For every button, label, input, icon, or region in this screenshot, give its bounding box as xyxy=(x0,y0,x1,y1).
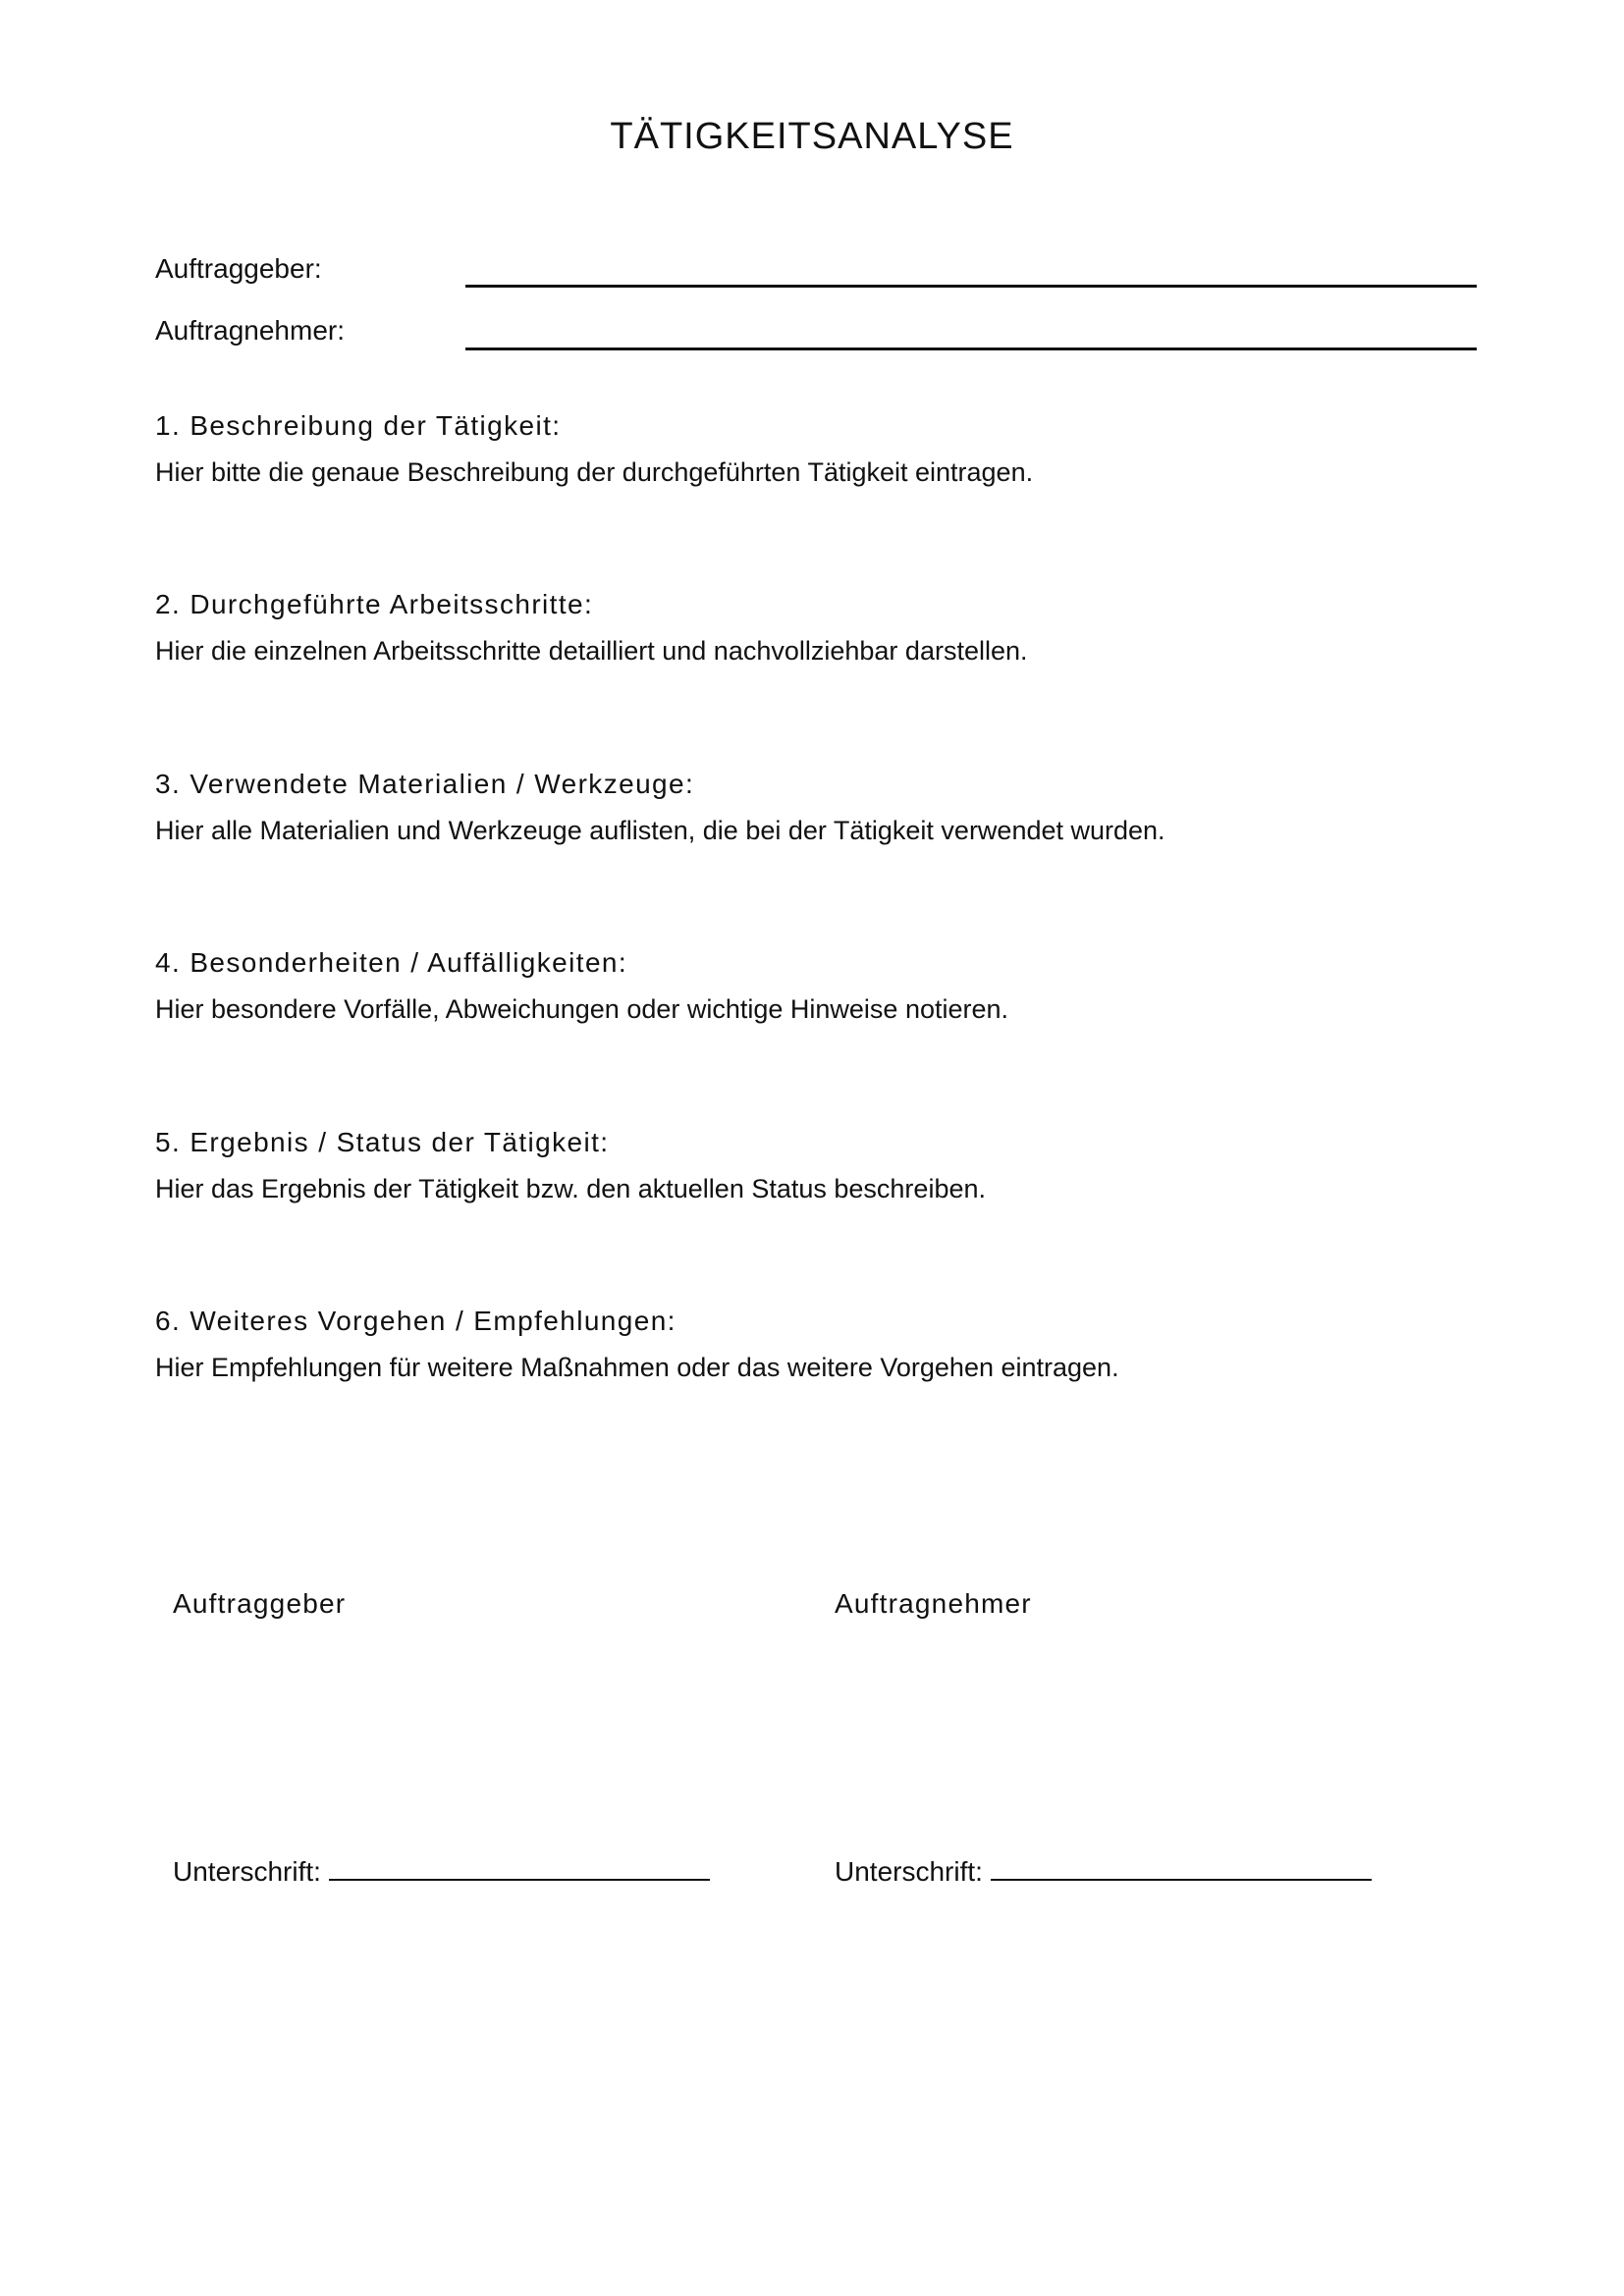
section-heading-4: 4. Besonderheiten / Auffälligkeiten: xyxy=(155,947,628,978)
contractor-signature-label: Unterschrift: xyxy=(835,1856,983,1887)
section-heading-1: 1. Beschreibung der Tätigkeit: xyxy=(155,410,562,441)
contractor-signature-field[interactable] xyxy=(991,1853,1372,1881)
contractor-signature-line xyxy=(835,1853,1372,1888)
section-heading-3: 3. Verwendete Materialien / Werkzeuge: xyxy=(155,769,695,799)
section-heading-5: 5. Ergebnis / Status der Tätigkeit: xyxy=(155,1127,610,1157)
document-title: TÄTIGKEITSANALYSE xyxy=(610,116,1014,157)
client-signature-label: Unterschrift: xyxy=(173,1856,321,1887)
section-body-5: Hier das Ergebnis der Tätigkeit bzw. den aktuellen Status beschreiben. xyxy=(155,1174,986,1203)
section-heading-6: 6. Weiteres Vorgehen / Empfehlungen: xyxy=(155,1306,677,1336)
contractor-field-line[interactable] xyxy=(465,347,1477,350)
contractor-signature-role: Auftragnehmer xyxy=(835,1588,1032,1619)
section-body-2: Hier die einzelnen Arbeitsschritte detailliert und nachvollziehbar darstellen. xyxy=(155,636,1028,666)
client-signature-line xyxy=(173,1853,710,1888)
section-heading-2: 2. Durchgeführte Arbeitsschritte: xyxy=(155,589,594,619)
client-signature-field[interactable] xyxy=(329,1853,710,1881)
section-body-6: Hier Empfehlungen für weitere Maßnahmen oder das weitere Vorgehen eintragen. xyxy=(155,1353,1119,1382)
section-body-3: Hier alle Materialien und Werkzeuge auflisten, die bei der Tätigkeit verwendet wurden. xyxy=(155,816,1165,845)
client-field-line[interactable] xyxy=(465,285,1477,288)
client-signature-role: Auftraggeber xyxy=(173,1588,347,1619)
client-field-label: Auftraggeber: xyxy=(155,253,322,284)
section-body-4: Hier besondere Vorfälle, Abweichungen oder wichtige Hinweise notieren. xyxy=(155,994,1009,1024)
contractor-field-label: Auftragnehmer: xyxy=(155,315,345,346)
section-body-1: Hier bitte die genaue Beschreibung der durchgeführten Tätigkeit eintragen. xyxy=(155,457,1034,487)
